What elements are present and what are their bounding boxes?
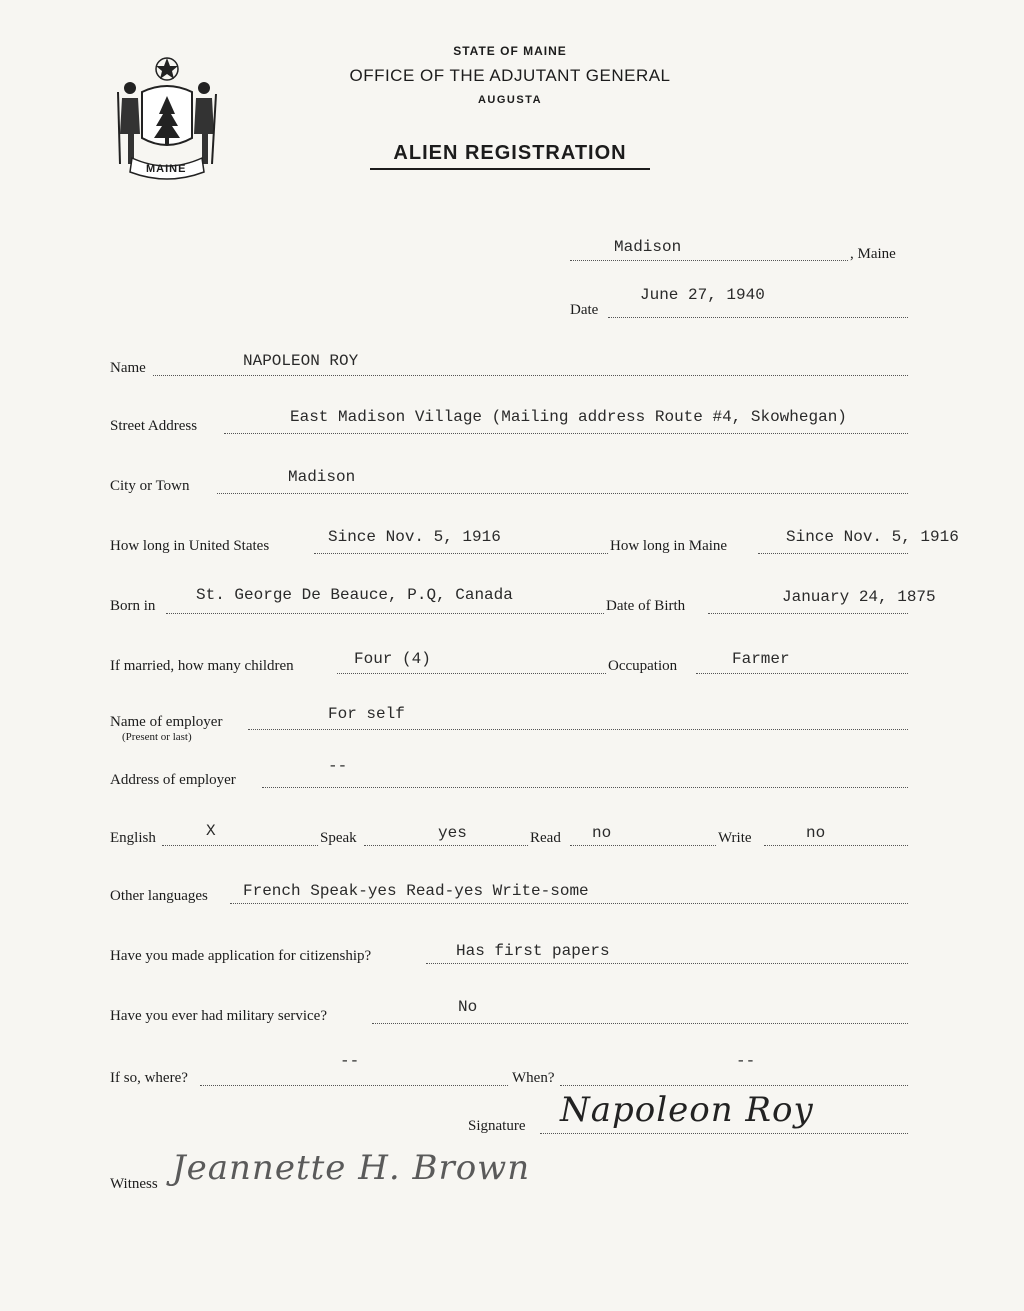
dob-label: Date of Birth [606, 598, 686, 614]
signature-value: Napoleon Roy [560, 1090, 814, 1130]
us-since-line [314, 553, 608, 554]
occupation-line [696, 673, 908, 674]
title-underline [370, 168, 650, 170]
born-label: Born in [110, 598, 156, 614]
place-value: Madison [614, 238, 682, 256]
us-since-label: How long in United States [110, 538, 270, 554]
place-line [570, 260, 848, 261]
english-line [162, 845, 318, 846]
write-value: no [806, 824, 826, 842]
when-value: -- [736, 1052, 756, 1070]
other-languages-value: French Speak-yes Read-yes Write-some [243, 882, 589, 900]
employer-value: For self [328, 705, 405, 723]
seal-banner-text: MAINE [146, 163, 187, 175]
place-suffix: , Maine [850, 246, 896, 262]
read-line [570, 845, 716, 846]
name-line [153, 375, 908, 376]
employer-label: Name of employer [110, 714, 223, 730]
date-label: Date [570, 302, 599, 318]
where-label: If so, where? [110, 1070, 188, 1086]
where-line [200, 1085, 508, 1086]
when-line [560, 1085, 908, 1086]
signature-label: Signature [468, 1118, 526, 1134]
employer-line [248, 729, 908, 730]
employer-address-value: -- [328, 757, 348, 775]
born-value: St. George De Beauce, P.Q, Canada [196, 586, 513, 604]
city-label: City or Town [110, 478, 190, 494]
maine-since-value: Since Nov. 5, 1916 [786, 528, 959, 546]
english-label: English [110, 830, 156, 846]
citizenship-value: Has first papers [456, 942, 610, 960]
dob-value: January 24, 1875 [782, 588, 936, 606]
speak-line [364, 845, 528, 846]
born-line [166, 613, 604, 614]
other-languages-line [230, 903, 908, 904]
citizenship-line [426, 963, 908, 964]
header-state: STATE OF MAINE [453, 44, 567, 58]
city-line [217, 493, 908, 494]
maine-since-label: How long in Maine [610, 538, 728, 554]
form-title: ALIEN REGISTRATION [393, 142, 627, 164]
witness-label: Witness [110, 1176, 158, 1192]
employer-sublabel: (Present or last) [122, 731, 192, 743]
when-label: When? [512, 1070, 555, 1086]
street-label: Street Address [110, 418, 198, 434]
witness-value: Jeannette H. Brown [172, 1148, 531, 1188]
write-line [764, 845, 908, 846]
date-line [608, 317, 908, 318]
speak-value: yes [438, 824, 467, 842]
speak-label: Speak [320, 830, 357, 846]
write-label: Write [718, 830, 752, 846]
header-office: OFFICE OF THE ADJUTANT GENERAL [349, 66, 671, 85]
where-value: -- [340, 1052, 360, 1070]
occupation-value: Farmer [732, 650, 790, 668]
children-value: Four (4) [354, 650, 431, 668]
english-value: X [206, 822, 216, 840]
children-label: If married, how many children [110, 658, 294, 674]
military-value: No [458, 998, 478, 1016]
read-value: no [592, 824, 612, 842]
military-label: Have you ever had military service? [110, 1008, 327, 1024]
name-label: Name [110, 360, 146, 376]
military-line [372, 1023, 908, 1024]
street-line [224, 433, 908, 434]
employer-address-line [262, 787, 908, 788]
date-value: June 27, 1940 [640, 286, 765, 304]
name-value: NAPOLEON ROY [243, 352, 359, 370]
city-value: Madison [288, 468, 356, 486]
other-languages-label: Other languages [110, 888, 208, 904]
occupation-label: Occupation [608, 658, 678, 674]
signature-line [540, 1133, 908, 1134]
children-line [337, 673, 606, 674]
citizenship-label: Have you made application for citizenship? [110, 948, 372, 964]
employer-address-label: Address of employer [110, 772, 236, 788]
read-label: Read [530, 830, 561, 846]
maine-since-line [758, 553, 908, 554]
street-value: East Madison Village (Mailing address Route #4, Skowhegan) [290, 408, 847, 426]
dob-line [708, 613, 908, 614]
us-since-value: Since Nov. 5, 1916 [328, 528, 501, 546]
header-city: AUGUSTA [477, 94, 543, 106]
